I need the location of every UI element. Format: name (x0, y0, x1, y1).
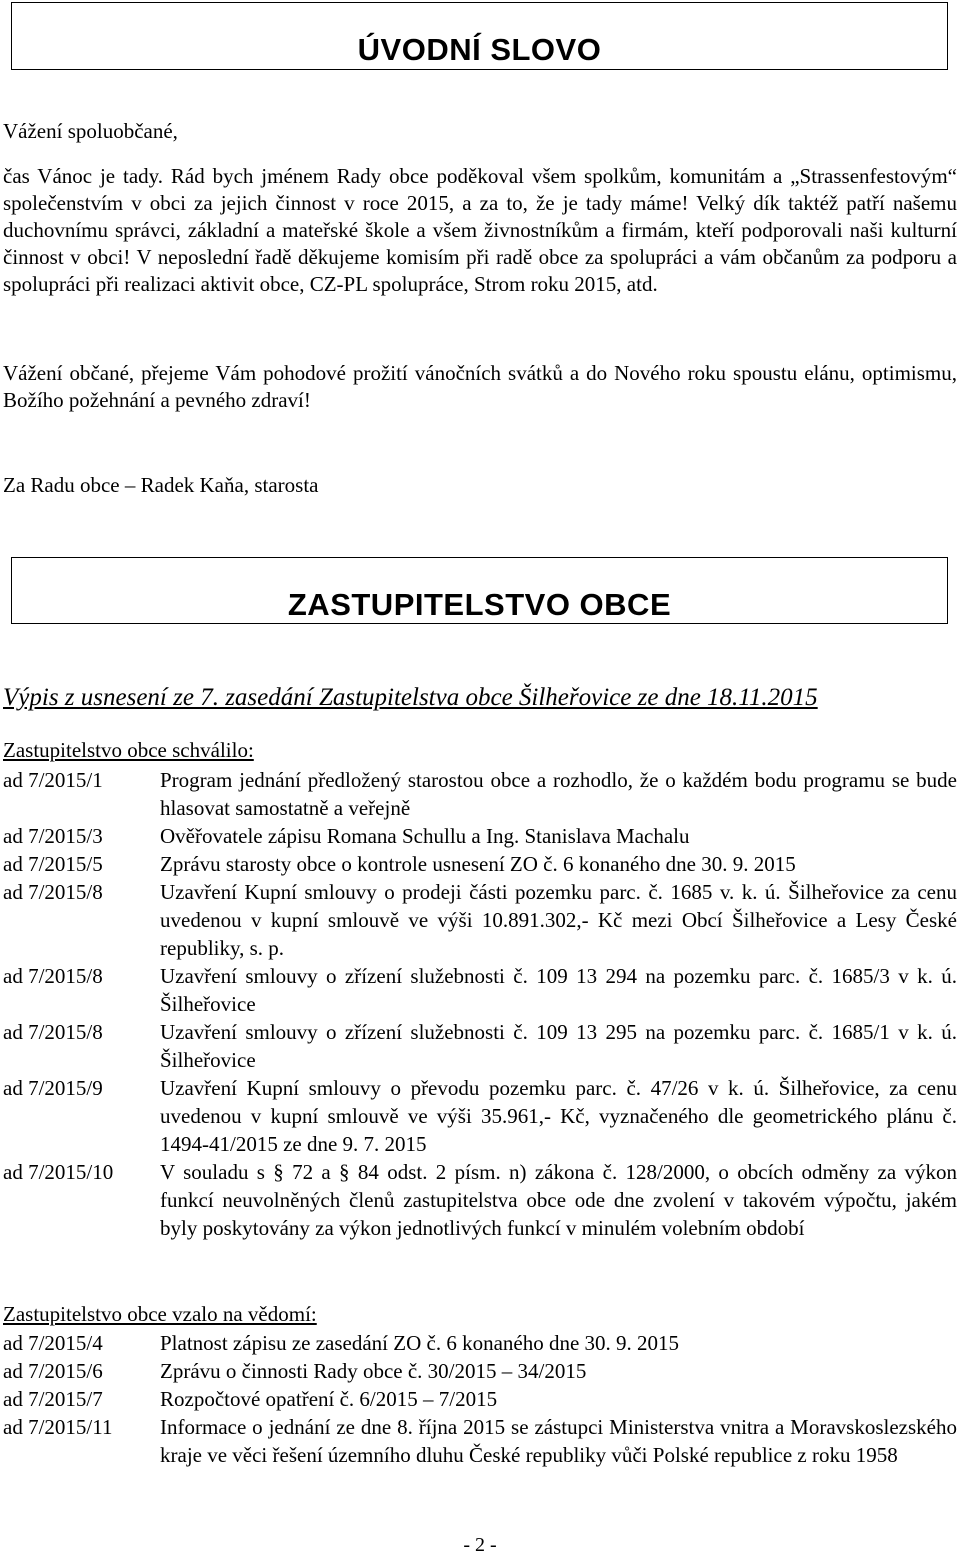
resolution-code: ad 7/2015/8 (3, 964, 103, 988)
resolution-code: ad 7/2015/9 (3, 1076, 103, 1100)
intro-title: ÚVODNÍ SLOVO (357, 32, 602, 67)
resolution-item (3, 1385, 957, 1413)
excerpt-heading: Výpis z usnesení ze 7. zasedání Zastupitelstva obce Šilheřovice ze dne 18.11.2015 (3, 684, 818, 711)
resolution-item (3, 1413, 957, 1469)
council-title: ZASTUPITELSTVO OBCE (287, 587, 672, 622)
resolution-item (3, 1329, 957, 1357)
approved-heading: Zastupitelstvo obce schválilo: (3, 738, 254, 762)
resolution-text: Uzavření smlouvy o zřízení služebnosti č. 109 13 295 na pozemku parc. č. 1685/1 v k. ú. Šilheřovice (160, 1020, 957, 1072)
resolution-text: Uzavření Kupní smlouvy o prodeji části pozemku parc. č. 1685 v. k. ú. Šilheřovice za cenu uvedenou v kupní smlouvě ve výši 10.891.302,- Kč mezi Obcí Šilheřovice a Lesy České republiky, s. p. (160, 880, 957, 960)
resolution-code: ad 7/2015/1 (3, 768, 103, 792)
council-title-box (11, 557, 948, 624)
resolution-code: ad 7/2015/6 (3, 1359, 103, 1383)
resolution-code: ad 7/2015/3 (3, 824, 103, 848)
noted-list (3, 1329, 957, 1469)
page-number: - 2 - (463, 1534, 497, 1556)
wishes-paragraph: Vážení občané, přejeme Vám pohodové prožití vánočních svátků a do Nového roku spoustu elánu, optimismu, Božího požehnání a pevného zdraví! (3, 361, 957, 412)
intro-title-box (11, 2, 948, 70)
resolution-text: Zprávu starosty obce o kontrole usnesení ZO č. 6 konaného dne 30. 9. 2015 (160, 852, 796, 876)
intro-paragraph: čas Vánoc je tady. Rád bych jménem Rady obce poděkoval všem spolkům, komunitám a „Strassenfestovým“ společenstvím v obci za jejich činnost v roce 2015, a za to, že je tady máme! Velký dík taktéž patří našemu duchovnímu správci, základní a mateřské škole a všem živnostníkům a firmám, kteří podporovali naši kulturní činnost v obci! V neposlední řadě děkujeme komisím při radě obce za spolupráci a vám občanům za podporu a spolupráci při realizaci aktivit obce, CZ-PL spolupráce, Strom roku 2015, atd. (3, 164, 957, 296)
resolution-text: Platnost zápisu ze zasedání ZO č. 6 konaného dne 30. 9. 2015 (160, 1331, 680, 1355)
signature: Za Radu obce – Radek Kaňa, starosta (3, 473, 319, 497)
resolution-text: Zprávu o činnosti Rady obce č. 30/2015 – 34/2015 (160, 1359, 587, 1383)
resolution-code: ad 7/2015/11 (3, 1415, 113, 1439)
resolution-item (3, 766, 957, 822)
resolution-code: ad 7/2015/4 (3, 1331, 103, 1355)
resolution-code: ad 7/2015/8 (3, 880, 103, 904)
resolution-item (3, 1158, 957, 1242)
resolution-code: ad 7/2015/5 (3, 852, 103, 876)
resolution-text: Program jednání předložený starostou obce a rozhodlo, že o každém bodu programu se bude hlasovat samostatně a veřejně (160, 768, 957, 820)
resolution-code: ad 7/2015/7 (3, 1387, 103, 1411)
resolution-text: Informace o jednání ze dne 8. října 2015 se zástupci Ministerstva vnitra a Moravskoslezského kraje ve věci řešení územního dluhu České republiky vůči Polské republice z roku 1958 (160, 1415, 957, 1467)
resolution-item (3, 1018, 957, 1074)
resolution-text: Rozpočtové opatření č. 6/2015 – 7/2015 (160, 1387, 498, 1411)
noted-heading: Zastupitelstvo obce vzalo na vědomí: (3, 1302, 317, 1326)
resolution-text: Ověřovatele zápisu Romana Schullu a Ing. Stanislava Machalu (160, 824, 690, 848)
resolution-code: ad 7/2015/10 (3, 1160, 114, 1184)
resolution-item (3, 1357, 957, 1385)
resolution-item (3, 962, 957, 1018)
resolution-text: Uzavření Kupní smlouvy o převodu pozemku parc. č. 47/26 v k. ú. Šilheřovice, za cenu uvedenou v kupní smlouvě ve výši 35.961,- Kč, vyznačeného dle geometrického plánu č. 1494-41/2015 ze dne 9. 7. 2015 (160, 1076, 957, 1156)
resolution-text: Uzavření smlouvy o zřízení služebnosti č. 109 13 294 na pozemku parc. č. 1685/3 v k. ú. Šilheřovice (160, 964, 957, 1016)
resolution-item (3, 850, 957, 878)
resolution-item (3, 878, 957, 962)
resolution-code: ad 7/2015/8 (3, 1020, 103, 1044)
greeting: Vážení spoluobčané, (3, 119, 178, 143)
approved-list (3, 766, 957, 1242)
resolution-item (3, 822, 957, 850)
resolution-item (3, 1074, 957, 1158)
resolution-text: V souladu s § 72 a § 84 odst. 2 písm. n) zákona č. 128/2000, o obcích odměny za výkon funkcí neuvolněných členů zastupitelstva obce ode dne zvolení v takovém výpočtu, jakém byly poskytovány za výkon jednotlivých funkcí v minulém volebním období (160, 1160, 957, 1240)
